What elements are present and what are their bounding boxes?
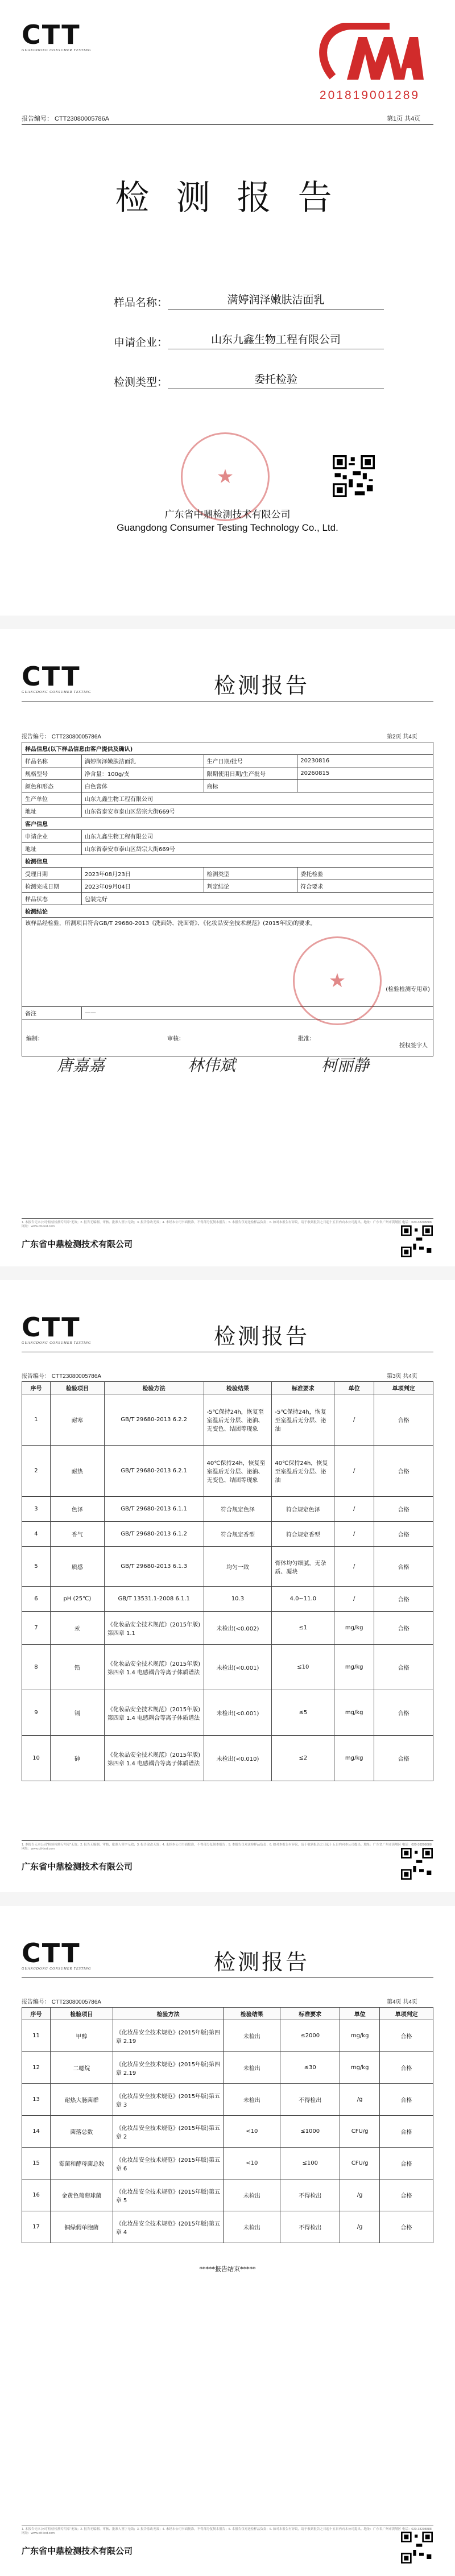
table-row: 14 菌落总数 《化妆品安全技术规范》(2015年版)第五章 2 <10 ≤1000 CFU/g 合格 <box>22 2116 433 2148</box>
report-page-3 <box>0 1280 455 1892</box>
table-row: 5 质感 GB/T 29680-2013 6.1.3 均匀一致 膏体均匀细腻，无杂质、凝块 / 合格 <box>22 1547 433 1587</box>
cma-mark <box>316 23 424 102</box>
table-row: 1 耐寒 GB/T 29680-2013 6.2.2 -5℃保持24h，恢复至室温后无分层、泌油、无变色、结团等现象 -5℃保持24h，恢复至室温后无分层、泌油 / 合格 <box>22 1394 433 1446</box>
page-title: 检测报告 <box>213 1324 309 1349</box>
table-header: 序号 检验项目 检验方法 检验结果 标准要求 单位 单项判定 <box>22 2008 433 2020</box>
footer-rule <box>22 1218 433 1219</box>
report-page-2 <box>0 629 455 1266</box>
table-row: 10 砷 《化妆品安全技术规范》(2015年版)第四章 1.4 电感耦合等离子体质谱法 未检出(<0.010) ≤2 mg/kg 合格 <box>22 1736 433 1781</box>
table-row: 12 二噁烷 《化妆品安全技术规范》(2015年版)第四章 2.19 未检出 ≤30 mg/kg 合格 <box>22 2052 433 2084</box>
table-row: 受理日期 2023年08月23日 检测类型 委托检验 <box>22 868 433 880</box>
field-sample-name: 样品名称： 满婷润泽嫩肤洁面乳 <box>100 284 384 309</box>
table-row: 13 耐热大肠菌群 《化妆品安全技术规范》(2015年版)第五章 3 未检出 不得检出 /g 合格 <box>22 2084 433 2116</box>
footer-company: 广东省中鼎检测技术有限公司 <box>22 2546 133 2556</box>
signer-role-1: 编制： <box>26 1036 43 1042</box>
signature-compiler: 唐嘉嘉 <box>57 1056 105 1075</box>
table-row: 15 霉菌和酵母菌总数 《化妆品安全技术规范》(2015年版)第五章 6 <10 ≤100 CFU/g 合格 <box>22 2148 433 2179</box>
cma-logo-icon <box>316 23 424 85</box>
section-sample-header: 样品信息(以下样品信息由客户提供及确认) <box>22 742 433 755</box>
ctt-logo: CTT GUANGDONG CONSUMER TESTING <box>22 19 92 52</box>
qr-code-icon <box>401 1848 433 1880</box>
stamp-note: (检验检测专用章) <box>386 986 430 993</box>
cover-title: 检 测 报 告 <box>115 178 340 218</box>
section-test-header: 检测信息 <box>22 855 433 868</box>
cover-page <box>0 0 455 616</box>
table-row: 申请企业 山东九鑫生物工程有限公司 <box>22 830 433 843</box>
table-row: 颜色和形态 白色膏体 商标 <box>22 780 433 792</box>
page-indicator: 第1页 共4页 <box>387 115 421 122</box>
report-number: 报告编号： CTT23080005786A <box>22 115 110 122</box>
cover-company-en: Guangdong Consumer Testing Technology Co., Ltd. <box>117 522 338 533</box>
fine-print: 1. 本报告无本公司“检验检测专用章”无效；2. 报告无编制、审核、批准人签字无效；3. 报告涂改无效；4. 未经本公司书面批准，不得部分复制本报告；5. 本报告仅对送检样品负责；6. 如对本报告有异议，请于收到报告之日起十五日内向本公司提出。地址：广东省广州市黄埔区 电话：020-38208888 网址：www.ctt-test.com <box>22 1221 432 1229</box>
cover-fields <box>100 284 384 389</box>
page-divider <box>0 616 455 629</box>
table-row: 样品名称 满婷润泽嫩肤洁面乳 生产日期/批号 20230816 <box>22 755 433 767</box>
ctt-logo: CTT GUANGDONG CONSUMER TESTING <box>22 1312 92 1345</box>
footer-rule <box>22 1840 433 1841</box>
report-number: 报告编号： CTT23080005786A <box>22 1999 102 2005</box>
report-number: 报告编号： CTT23080005786A <box>22 1373 102 1380</box>
table-row: 4 香气 GB/T 29680-2013 6.1.2 符合规定香型 符合规定香型 / 合格 <box>22 1522 433 1547</box>
report-number: 报告编号： CTT23080005786A <box>22 734 102 740</box>
qr-code-icon <box>333 455 375 497</box>
table-row: 检测完成日期 2023年09月04日 判定结论 符合要求 <box>22 880 433 893</box>
table-row: 9 镉 《化妆品安全技术规范》(2015年版)第四章 1.4 电感耦合等离子体质谱法 未检出(<0.001) ≤5 mg/kg 合格 <box>22 1690 433 1736</box>
signature-reviewer: 林伟斌 <box>188 1056 236 1075</box>
page-indicator: 第3页 共4页 <box>387 1373 417 1380</box>
table-row: 11 甲醇 《化妆品安全技术规范》(2015年版)第四章 2.19 未检出 ≤2000 mg/kg 合格 <box>22 2020 433 2052</box>
field-test-type: 检测类型： 委托检验 <box>100 364 384 389</box>
official-stamp <box>293 936 382 1025</box>
ctt-logo: CTT GUANGDONG CONSUMER TESTING <box>22 661 92 694</box>
fine-print: 1. 本报告无本公司“检验检测专用章”无效；2. 报告无编制、审核、批准人签字无效；3. 报告涂改无效；4. 未经本公司书面批准，不得部分复制本报告；5. 本报告仅对送检样品负责；6. 如对本报告有异议，请于收到报告之日起十五日内向本公司提出。地址：广东省广州市黄埔区 电话：020-38208888 网址：www.ctt-test.com <box>22 2528 432 2536</box>
signer-role-2: 审核： <box>167 1036 184 1042</box>
table-row: 17 铜绿假单胞菌 《化妆品安全技术规范》(2015年版)第五章 4 未检出 不得检出 /g 合格 <box>22 2211 433 2243</box>
report-end-note: *****报告结束***** <box>199 2265 256 2273</box>
sample-info-table <box>22 742 433 1056</box>
table-row: 样品状态 包装完好 <box>22 893 433 905</box>
table-header: 序号 检验项目 检验方法 检验结果 标准要求 单位 单项判定 <box>22 1382 433 1394</box>
fine-print: 1. 本报告无本公司“检验检测专用章”无效；2. 报告无编制、审核、批准人签字无效；3. 报告涂改无效；4. 未经本公司书面批准，不得部分复制本报告；5. 本报告仅对送检样品负责；6. 如对本报告有异议，请于收到报告之日起十五日内向本公司提出。地址：广东省广州市黄埔区 电话：020-38208888 网址：www.ctt-test.com <box>22 1843 432 1851</box>
table-row: 地址 山东省泰安市泰山区岱宗大街669号 <box>22 805 433 818</box>
signature-approver: 柯丽静 <box>321 1056 370 1075</box>
qr-code-icon <box>401 2532 433 2563</box>
qr-code-icon <box>401 1225 433 1257</box>
stamp-star-icon: ★ <box>216 465 234 488</box>
footer-company: 广东省中鼎检测技术有限公司 <box>22 1861 133 1872</box>
table-row: 16 金黄色葡萄球菌 《化妆品安全技术规范》(2015年版)第五章 5 未检出 不得检出 /g 合格 <box>22 2179 433 2211</box>
remark-row: 备注 —— <box>22 1007 433 1019</box>
table-row: 3 色泽 GB/T 29680-2013 6.1.1 符合规定色泽 符合规定色泽 / 合格 <box>22 1497 433 1522</box>
report-page-4 <box>0 1906 455 2576</box>
table-row: 地址 山东省泰安市泰山区岱宗大街669号 <box>22 843 433 855</box>
field-applicant: 申请企业： 山东九鑫生物工程有限公司 <box>100 324 384 349</box>
conclusion-text: 该样品经检验，所测项目符合GB/T 29680-2013《洗面奶、洗面膏》、《化妆品安全技术规范》(2015年版)的要求。 <box>25 920 316 927</box>
page-indicator: 第4页 共4页 <box>387 1999 417 2005</box>
table-row: 8 铅 《化妆品安全技术规范》(2015年版)第四章 1.4 电感耦合等离子体质谱法 未检出(<0.001) ≤10 mg/kg 合格 <box>22 1645 433 1690</box>
footer-company: 广东省中鼎检测技术有限公司 <box>22 1239 133 1249</box>
table-row: 规格型号 净含量：100g/支 限期使用日期/生产批号 20260815 <box>22 767 433 780</box>
page-title: 检测报告 <box>213 673 309 698</box>
table-row: 2 耐热 GB/T 29680-2013 6.2.1 40℃保持24h，恢复至室温后无分层、泌油、无变色、结团等现象 40℃保持24h，恢复至室温后无分层、泌油 / 合格 <box>22 1446 433 1497</box>
table-row: 6 pH (25℃) GB/T 13531.1-2008 6.1.1 10.3 4.0~11.0 / 合格 <box>22 1587 433 1612</box>
page-divider <box>0 1266 455 1280</box>
cover-company-cn: 广东省中鼎检测技术有限公司 <box>164 509 291 521</box>
table-row: 生产单位 山东九鑫生物工程有限公司 <box>22 792 433 805</box>
header-rule <box>22 124 433 125</box>
cma-number: 201819001289 <box>319 89 420 102</box>
page-divider <box>0 1892 455 1906</box>
signature-row <box>22 1019 433 1056</box>
ctt-logo: CTT GUANGDONG CONSUMER TESTING <box>22 1938 92 1971</box>
page-title: 检测报告 <box>213 1950 309 1975</box>
signer-role-3: 批准： <box>298 1036 315 1042</box>
stamp-star-icon: ★ <box>328 969 346 992</box>
table-row: 7 汞 《化妆品安全技术规范》(2015年版)第四章 1.1 未检出(<0.002) ≤1 mg/kg 合格 <box>22 1612 433 1645</box>
section-client-header: 客户信息 <box>22 818 433 830</box>
approver-title: 授权签字人 <box>399 1043 428 1049</box>
results-table <box>22 2007 433 2243</box>
section-conclusion-header: 检测结论 <box>22 905 433 918</box>
page-indicator: 第2页 共4页 <box>387 734 417 740</box>
results-table <box>22 1381 433 1781</box>
